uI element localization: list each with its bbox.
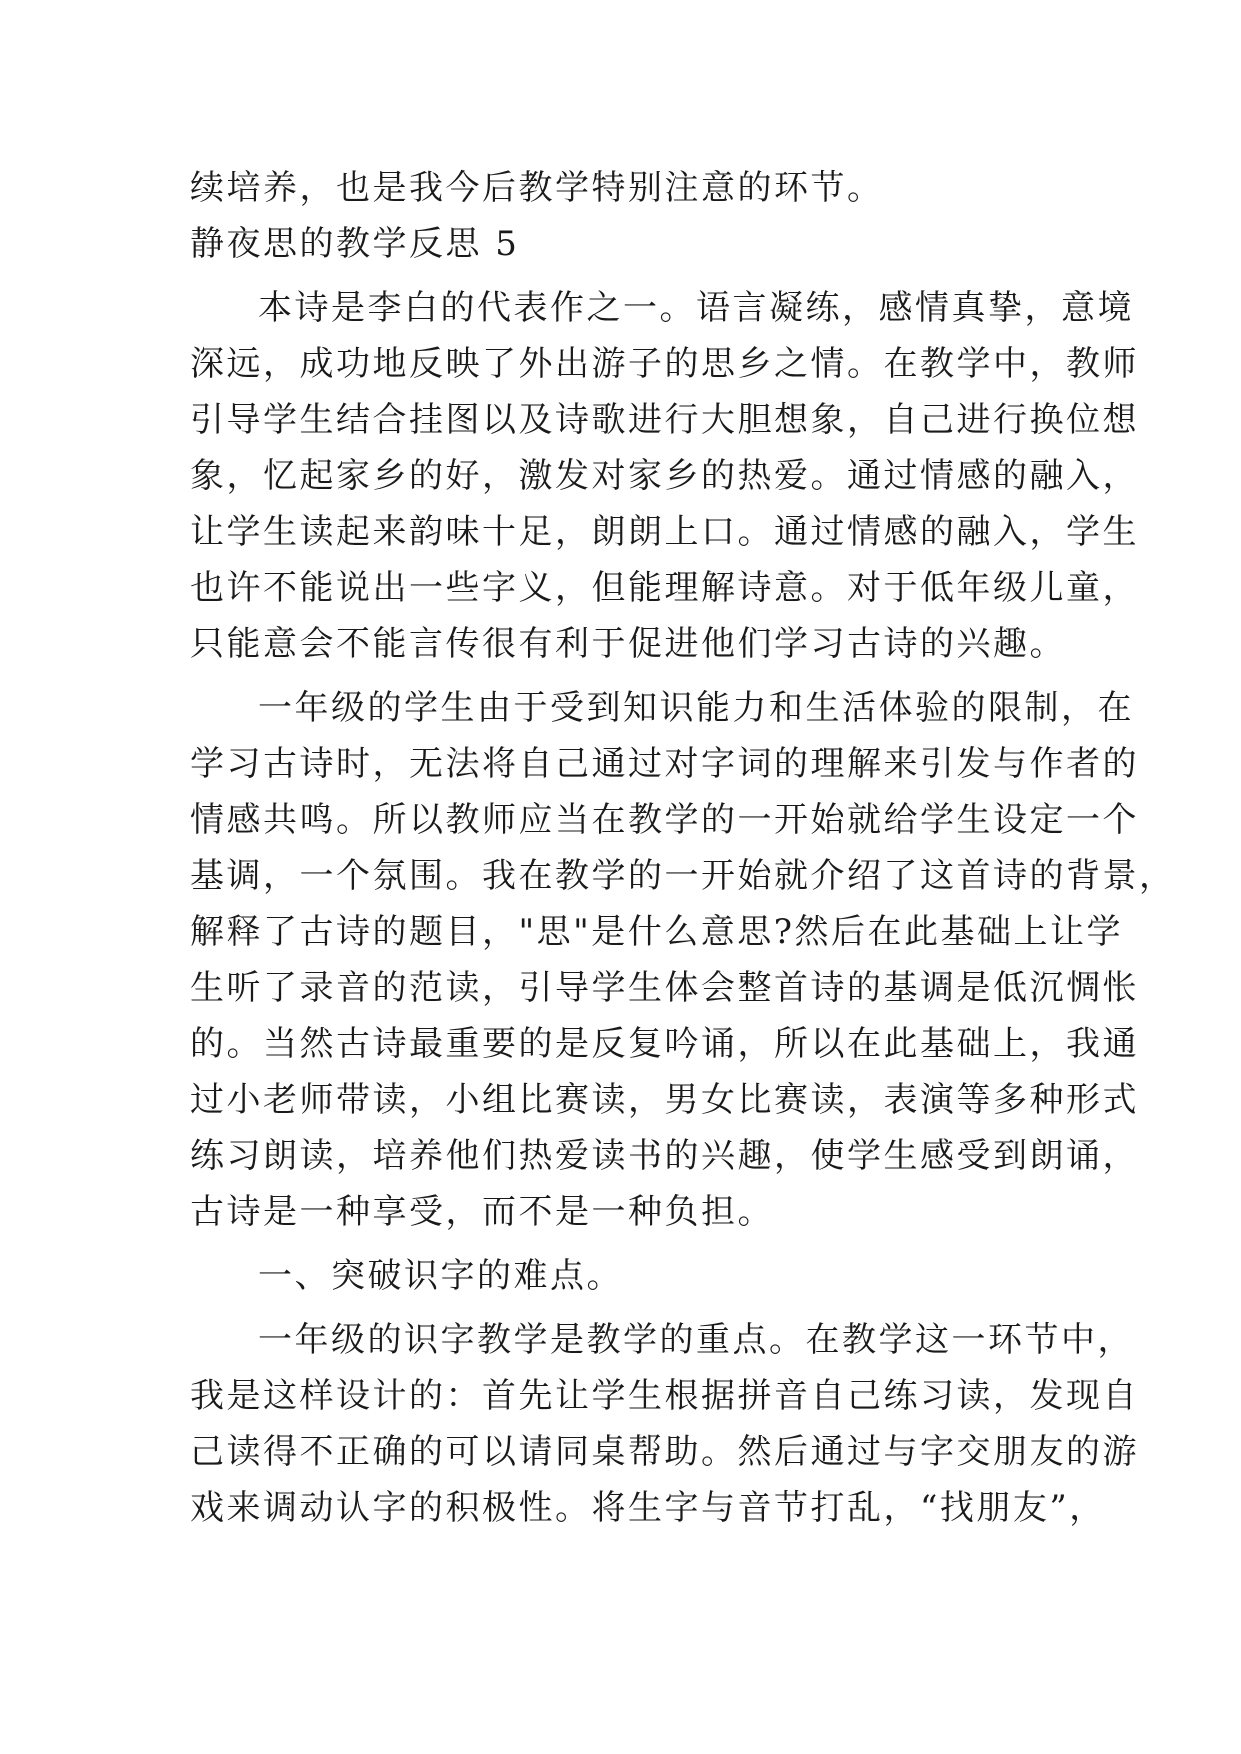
text-line: 续培养，也是我今后教学特别注意的环节。 <box>190 168 884 208</box>
text-line: 学习古诗时，无法将自己通过对字词的理解来引发与作者的 <box>190 744 1139 784</box>
text-line: 情感共鸣。所以教师应当在教学的一开始就给学生设定一个 <box>190 800 1139 840</box>
text-line: 象，忆起家乡的好，激发对家乡的热爱。通过情感的融入， <box>190 456 1139 496</box>
text-line: 让学生读起来韵味十足，朗朗上口。通过情感的融入，学生 <box>190 512 1139 552</box>
text-line: 的。当然古诗最重要的是反复吟诵，所以在此基础上，我通 <box>190 1024 1139 1064</box>
document-body <box>190 160 1176 1536</box>
paragraph-first-line: 一年级的识字教学是教学的重点。在教学这一环节中， <box>258 1320 1134 1360</box>
text-line: 练习朗读，培养他们热爱读书的兴趣，使学生感受到朗诵， <box>190 1136 1139 1176</box>
subheading: 一、突破识字的难点。 <box>258 1256 623 1296</box>
text-line: 己读得不正确的可以请同桌帮助。然后通过与字交朋友的游 <box>190 1432 1139 1472</box>
section-heading: 静夜思的教学反思 5 <box>190 224 520 264</box>
paragraph-first-line: 本诗是李白的代表作之一。语言凝练，感情真挚，意境 <box>258 288 1134 328</box>
text-line: 深远，成功地反映了外出游子的思乡之情。在教学中，教师 <box>190 344 1139 384</box>
text-line: 戏来调动认字的积极性。将生字与音节打乱，“找朋友”， <box>190 1488 1106 1528</box>
text-line: 古诗是一种享受，而不是一种负担。 <box>190 1192 774 1232</box>
text-line: 过小老师带读，小组比赛读，男女比赛读，表演等多种形式 <box>190 1080 1139 1120</box>
text-line: 解释了古诗的题目，"思"是什么意思?然后在此基础上让学 <box>190 912 1124 952</box>
paragraph-first-line: 一年级的学生由于受到知识能力和生活体验的限制，在 <box>258 688 1134 728</box>
text-line: 基调，一个氛围。我在教学的一开始就介绍了这首诗的背景， <box>190 856 1176 896</box>
text-line: 引导学生结合挂图以及诗歌进行大胆想象，自己进行换位想 <box>190 400 1139 440</box>
text-line: 生听了录音的范读，引导学生体会整首诗的基调是低沉惆怅 <box>190 968 1139 1008</box>
text-line: 我是这样设计的：首先让学生根据拼音自己练习读，发现自 <box>190 1376 1139 1416</box>
text-line: 也许不能说出一些字义，但能理解诗意。对于低年级儿童， <box>190 568 1139 608</box>
text-line: 只能意会不能言传很有利于促进他们学习古诗的兴趣。 <box>190 624 1066 664</box>
